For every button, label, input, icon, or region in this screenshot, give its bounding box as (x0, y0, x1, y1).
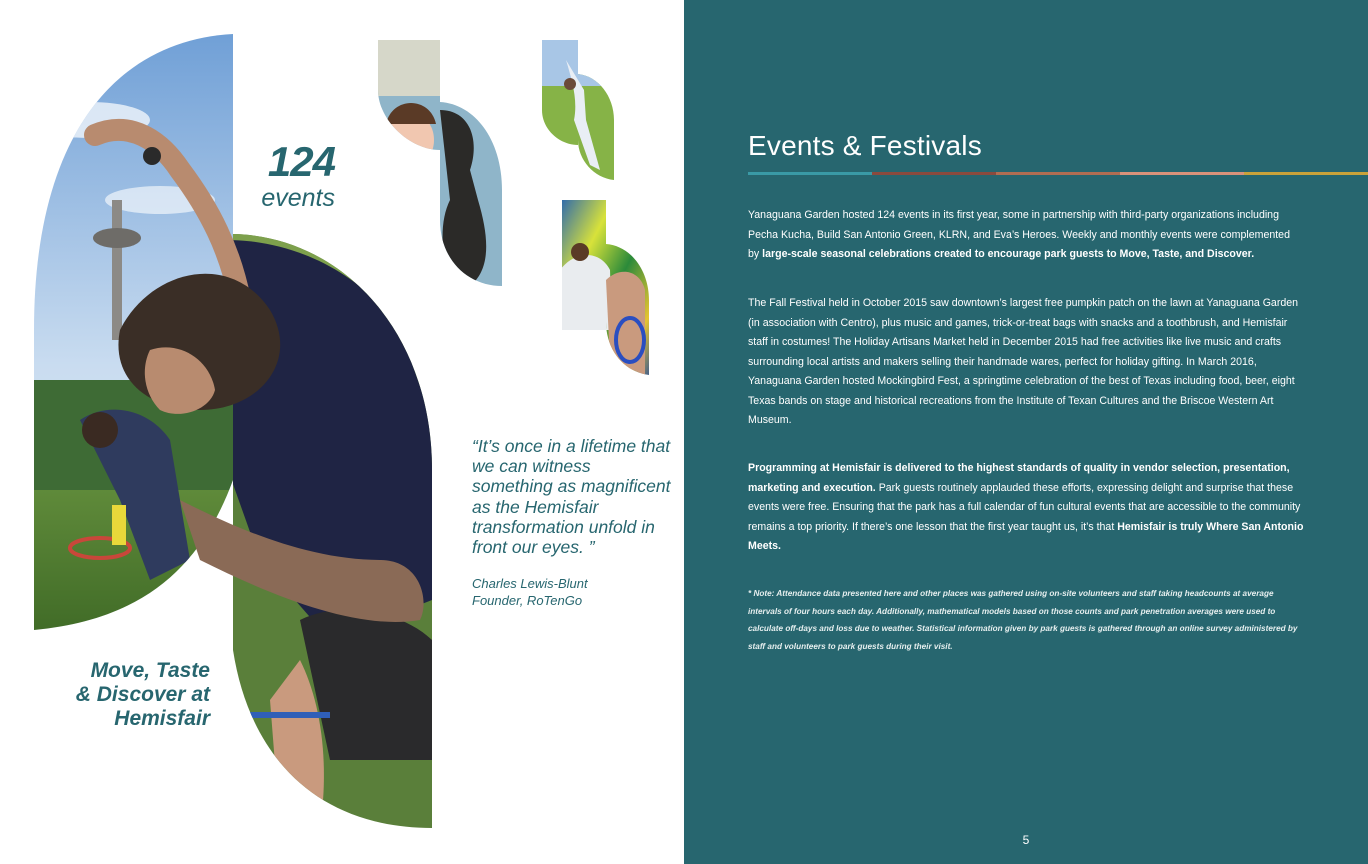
footnote: * Note: Attendance data presented here and other places was gathered using on-site volunteers and staff taking headcounts at average intervals of four hours each day. Additionally, mathematical models based on those counts and park penetration averages were used to calculate off-days and loss due to weather. Statistical information given by park guests is gathered through an online survey administered by staff and volunteers to park guests during their visit. (748, 589, 1298, 651)
pull-quote (472, 436, 672, 609)
events-stat (240, 140, 335, 212)
child-chess-photo (370, 36, 510, 296)
paragraph-bold-lead: Programming at Hemisfair is delivered to the highest standards of quality in vendor selection, presentation, marketing and execution. (748, 462, 1290, 494)
events-stat-number: 124 (267, 138, 335, 185)
page-number: 5 (1022, 833, 1030, 847)
caption-line: Hemisfair (114, 707, 210, 730)
rule-segment (748, 172, 872, 175)
paragraph-bold-text: large-scale seasonal celebrations created to encourage park guests to Move, Taste, and Discover. (762, 248, 1255, 260)
body-paragraph-1 (748, 206, 1304, 265)
photo-caption (40, 659, 210, 731)
quote-attribution (472, 575, 672, 609)
rule-segment (1120, 172, 1244, 175)
section-title: Events & Festivals (748, 130, 982, 161)
tunnel-photo (558, 196, 654, 380)
rule-segment (1244, 172, 1368, 175)
caption-line: & Discover at (75, 683, 210, 706)
rule-segment (872, 172, 996, 175)
right-page (684, 0, 1368, 864)
body-paragraph-3 (748, 459, 1304, 557)
events-stat-label: events (261, 184, 335, 212)
quote-author-name: Charles Lewis-Blunt (472, 576, 588, 592)
paragraph-bold-tail: Hemisfair is truly Where San Antonio Meets. (748, 520, 1304, 552)
paragraph-text: Park guests routinely applauded these efforts, expressing delight and surprise that these events were free. Ensuring that the park has a full calendar of fun cultural events that are accessible to the community remains a top priority. If there’s one lesson that the first year taught us, it’s that (748, 481, 1301, 533)
rule-segment (996, 172, 1120, 175)
title-rule (748, 172, 1368, 175)
dancer-photo (538, 36, 618, 186)
body-paragraph-2: The Fall Festival held in October 2015 saw downtown’s largest free pumpkin patch on the lawn at Yanaguana Garden (in association with Centro), plus music and games, trick-or-treat bags with snacks and a toothbrush, and Hemisfair staff in costumes! The Holiday Artisans Market held in December 2015 had free activities like live music and crafts surrounding local artists and makers selling their handmade wares, perfect for holiday gifting. In March 2016, Yanaguana Garden hosted Mockingbird Fest, a springtime celebration of the best of Texas including food, beer, eight Texas bands on stage and historical recreations from the Institute of Texan Cultures and the Briscoe Western Art Museum. (748, 297, 1299, 426)
quote-text: “It’s once in a lifetime that we can witness something as magnificent as the Hemisfair transformation unfold in front our eyes. ” (472, 436, 671, 558)
quote-author-role: Founder, RoTenGo (472, 593, 583, 609)
caption-line: Move, Taste (90, 659, 210, 682)
paragraph-text: Yanaguana Garden hosted 124 events in its first year, some in partnership with third-party organizations including Pecha Kucha, Build San Antonio Green, KLRN, and Eva’s Heroes. Weekly and monthly events were complemented by (748, 209, 1290, 260)
